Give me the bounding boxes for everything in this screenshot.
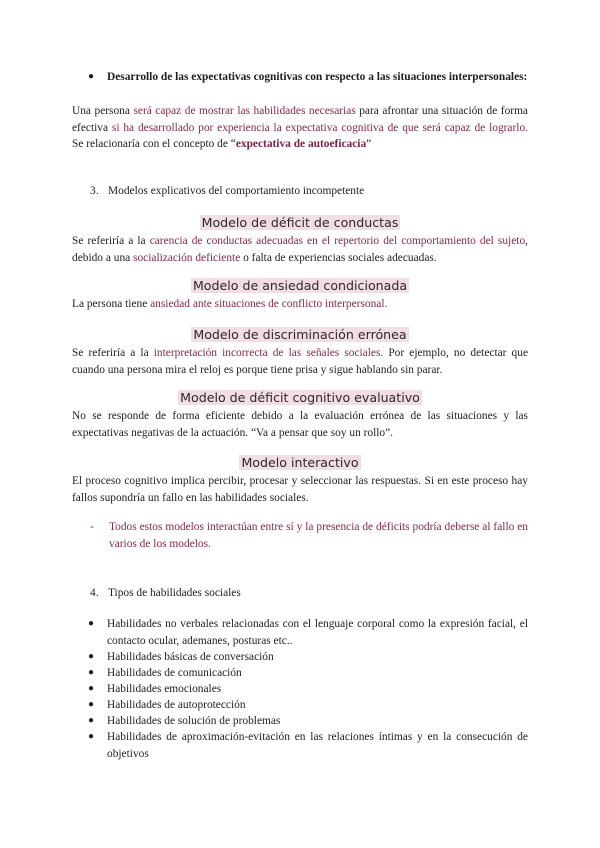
- highlight-run: carencia de conductas adecuadas en el repertorio del comportamiento del sujeto: [149, 235, 526, 247]
- expectativas-title: Desarrollo de las expectativas cognitivas con respecto a las situaciones interpersonales:: [107, 71, 528, 83]
- bullet-icon: ●: [88, 651, 95, 662]
- highlight-run: ansiedad ante situaciones de conflicto interpersonal.: [150, 298, 388, 310]
- bullet-icon: ●: [88, 71, 95, 82]
- text-run: Por ejemplo, no detectar que cuando una persona mira el reloj es porque tiene prisa y sigue hablando sin parar.: [72, 347, 529, 376]
- list-item-text: Habilidades de comunicación: [107, 667, 242, 679]
- text-run: La persona tiene: [72, 298, 151, 310]
- expectativas-paragraph: [72, 103, 528, 153]
- bullet-icon: ●: [88, 683, 95, 694]
- heading-text: Modelo de déficit de conductas: [201, 215, 399, 230]
- section-title: Tipos de habilidades sociales: [108, 587, 241, 599]
- note-text: Todos estos modelos interactúan entre sí y la presencia de déficits podría deberse al fallo en varios de los modelos.: [109, 521, 528, 550]
- text-run: para afrontar una situación de forma efectiva: [72, 105, 528, 134]
- list-item-text: Habilidades de autoprotección: [107, 699, 246, 711]
- model-ansiedad-text: [72, 296, 528, 313]
- bullet-icon: ●: [88, 699, 95, 710]
- model-interactivo-text: El proceso cognitivo implica percibir, procesar y seleccionar las respuestas. Si en este proceso hay fallos supondría un fallo en las habilidades sociales.: [72, 475, 528, 504]
- model-discriminacion-text: [72, 345, 528, 378]
- section-number: 4.: [90, 587, 99, 599]
- text-run: o falta de experiencias sociales adecuadas.: [240, 251, 437, 264]
- model-ansiedad-heading: [72, 277, 528, 295]
- heading-text: Modelo de ansiedad condicionada: [192, 278, 408, 293]
- highlight-run: socialización deficiente: [133, 251, 241, 264]
- list-item-text: Habilidades no verbales relacionadas con el lenguaje corporal como la expresión facial, el contacto ocular, ademanes, posturas etc..: [107, 618, 528, 647]
- text-run: Se referiría a la: [72, 235, 150, 247]
- heading-text: Modelo interactivo: [241, 455, 359, 470]
- heading-text: Modelo de discriminación errónea: [193, 327, 407, 342]
- list-item-text: Habilidades básicas de conversación: [107, 651, 274, 663]
- text-run: , debido a una: [72, 235, 528, 264]
- model-deficit-heading: [72, 214, 528, 232]
- text-run: Se referiría a la: [72, 347, 154, 359]
- model-evaluativo-heading: [72, 389, 528, 407]
- bullet-icon: ●: [88, 715, 95, 726]
- highlight-run: si ha desarrollado por experiencia la expectativa cognitiva de que será capaz de lograrlo.: [111, 121, 528, 134]
- model-interactivo-heading: [72, 454, 528, 472]
- list-item-text: Habilidades de aproximación-evitación en las relaciones íntimas y en la consecución de objetivos: [107, 731, 528, 760]
- bullet-icon: ●: [88, 618, 95, 629]
- model-deficit-text: [72, 233, 528, 266]
- model-discriminacion-heading: [72, 326, 528, 344]
- bullet-icon: ●: [88, 731, 95, 742]
- dash-marker: -: [90, 521, 94, 533]
- highlight-run: interpretación incorrecta de las señales sociales.: [153, 347, 384, 359]
- text-run: ”: [366, 138, 372, 150]
- section-title: Modelos explicativos del comportamiento incompetente: [108, 185, 365, 197]
- highlight-run: será capaz de mostrar las habilidades necesarias: [133, 105, 356, 117]
- heading-text: Modelo de déficit cognitivo evaluativo: [180, 390, 420, 405]
- text-run: Una persona: [72, 105, 134, 117]
- section-number: 3.: [90, 185, 99, 197]
- list-item-text: Habilidades emocionales: [107, 683, 222, 695]
- concept-term: expectativa de autoeficacia: [235, 138, 367, 150]
- model-evaluativo-text: No se responde de forma eficiente debido a la evaluación errónea de las situaciones y las expectativas negativas de la actuación. “Va a pensar que soy un rollo”.: [72, 410, 528, 439]
- text-run: Se relacionaría con el concepto de “: [72, 138, 236, 150]
- bullet-icon: ●: [88, 667, 95, 678]
- list-item-text: Habilidades de solución de problemas: [107, 715, 281, 727]
